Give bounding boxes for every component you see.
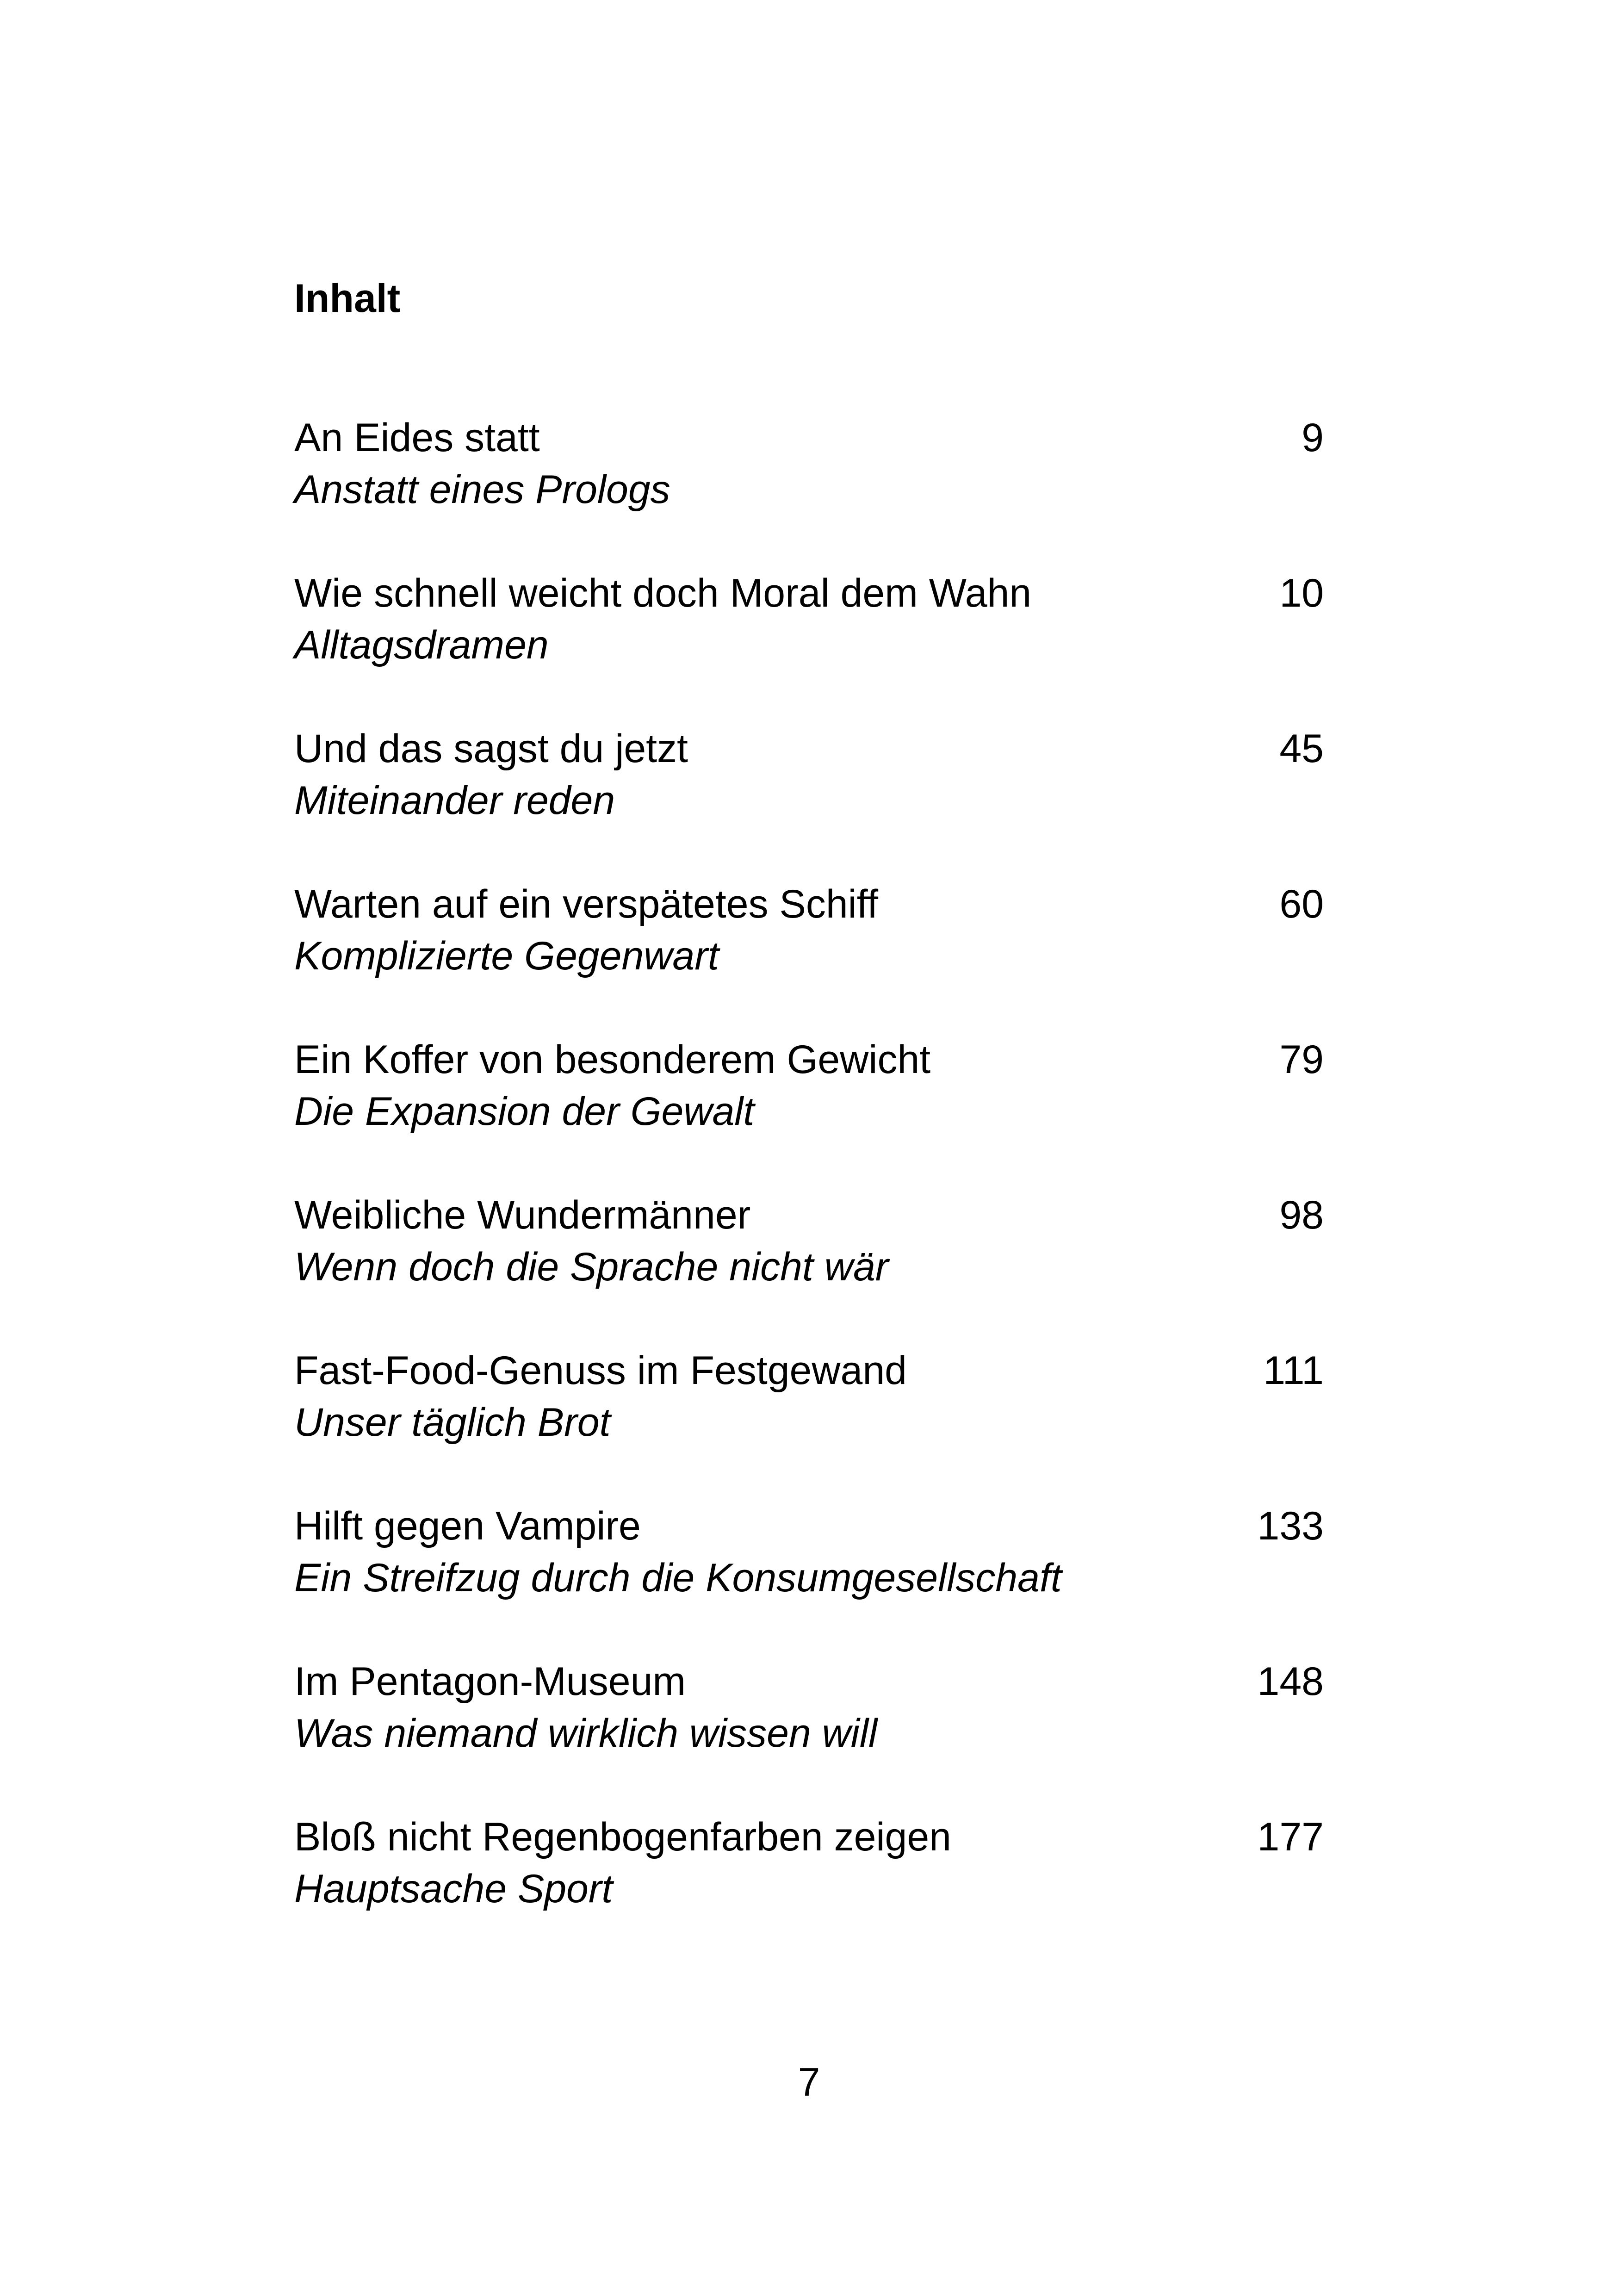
toc-entry-subtitle: Hauptsache Sport xyxy=(294,1867,613,1911)
toc-entry xyxy=(294,567,1324,723)
toc-entry-page-number: 148 xyxy=(1257,1659,1324,1704)
toc-entry-title: Warten auf ein verspätetes Schiff xyxy=(294,882,878,926)
toc-entry-subtitle: Miteinander reden xyxy=(294,778,615,823)
toc-entry xyxy=(294,412,1324,567)
toc-entry-subtitle: Unser täglich Brot xyxy=(294,1400,611,1445)
toc-entry-subtitle: Anstatt eines Prologs xyxy=(294,467,670,512)
toc-entry xyxy=(294,723,1324,878)
toc-entry-title: Und das sagst du jetzt xyxy=(294,726,688,771)
toc-entry xyxy=(294,1345,1324,1500)
toc-entry-title: Bloß nicht Regenbogenfarben zeigen xyxy=(294,1815,952,1859)
toc-entry-page-number: 9 xyxy=(1302,416,1324,460)
toc-entry-subtitle: Die Expansion der Gewalt xyxy=(294,1089,755,1134)
table-of-contents xyxy=(294,412,1324,1967)
toc-entry-page-number: 98 xyxy=(1279,1193,1324,1237)
page-number: 7 xyxy=(798,2060,820,2104)
toc-entry-page-number: 10 xyxy=(1279,571,1324,615)
toc-entry xyxy=(294,878,1324,1034)
toc-entry xyxy=(294,1189,1324,1345)
toc-entry-page-number: 111 xyxy=(1263,1348,1324,1393)
toc-entry xyxy=(294,1811,1324,1967)
toc-entry xyxy=(294,1034,1324,1189)
toc-entry-title: An Eides statt xyxy=(294,416,540,460)
toc-entry xyxy=(294,1500,1324,1656)
page-title: Inhalt xyxy=(294,276,401,321)
toc-entry-subtitle: Ein Streifzug durch die Konsumgesellschaft xyxy=(294,1556,1062,1600)
toc-entry-title: Weibliche Wundermänner xyxy=(294,1193,751,1237)
toc-entry-title: Ein Koffer von besonderem Gewicht xyxy=(294,1037,931,1082)
toc-entry-subtitle: Komplizierte Gegenwart xyxy=(294,934,719,978)
toc-entry-subtitle: Wenn doch die Sprache nicht wär xyxy=(294,1245,889,1289)
toc-entry-title: Wie schnell weicht doch Moral dem Wahn xyxy=(294,571,1032,615)
toc-entry-subtitle: Alltagsdramen xyxy=(294,623,549,667)
toc-entry-title: Im Pentagon-Museum xyxy=(294,1659,686,1704)
toc-entry-title: Fast-Food-Genuss im Festgewand xyxy=(294,1348,907,1393)
toc-entry-page-number: 177 xyxy=(1257,1815,1324,1859)
toc-entry-title: Hilft gegen Vampire xyxy=(294,1504,641,1548)
toc-entry-page-number: 79 xyxy=(1279,1037,1324,1082)
toc-entry xyxy=(294,1656,1324,1811)
toc-entry-page-number: 133 xyxy=(1257,1504,1324,1548)
toc-entry-page-number: 45 xyxy=(1279,726,1324,771)
toc-entry-page-number: 60 xyxy=(1279,882,1324,926)
toc-entry-subtitle: Was niemand wirklich wissen will xyxy=(294,1711,878,1756)
